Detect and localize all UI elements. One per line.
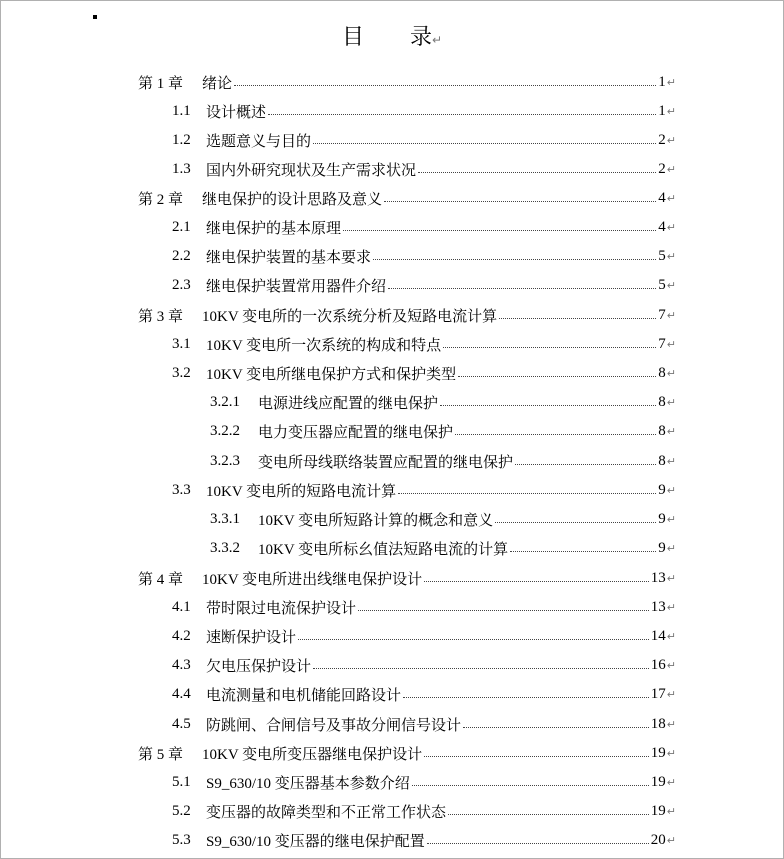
toc-leader <box>448 813 649 815</box>
paragraph-mark-icon: ↵ <box>666 513 676 526</box>
paragraph-mark-icon: ↵ <box>666 309 676 322</box>
toc-page: 13 <box>650 599 666 615</box>
toc-number: 2.2 <box>172 248 191 264</box>
paragraph-mark-icon: ↵ <box>666 805 676 818</box>
toc-entry[interactable] <box>210 417 676 446</box>
toc-entry[interactable] <box>172 242 676 271</box>
toc-text: 10KV 变电所短路计算的概念和意义 <box>258 513 494 529</box>
toc-number: 5.1 <box>172 774 191 790</box>
toc-text: 10KV 变电所进出线继电保护设计 <box>202 572 423 588</box>
paragraph-mark-icon: ↵ <box>666 484 676 497</box>
paragraph-mark-icon: ↵ <box>666 76 676 89</box>
toc-leader <box>443 346 656 348</box>
toc-page: 1 <box>658 74 666 90</box>
toc-entry[interactable] <box>138 301 676 330</box>
toc-number: 4.3 <box>172 657 191 673</box>
toc-leader <box>495 521 656 523</box>
toc-entry[interactable] <box>138 68 676 97</box>
toc-leader <box>234 84 656 86</box>
toc-text: 10KV 变电所的短路电流计算 <box>206 484 397 500</box>
toc-entry[interactable] <box>172 680 676 709</box>
toc-number: 3.3.1 <box>210 511 240 527</box>
toc-page: 2 <box>658 132 666 148</box>
toc-page: 18 <box>650 716 666 732</box>
toc-leader <box>313 667 649 669</box>
toc-number: 3.2.2 <box>210 423 240 439</box>
paragraph-mark-icon: ↵ <box>666 221 676 234</box>
toc-number: 4.2 <box>172 628 191 644</box>
toc-number: 3.2.1 <box>210 394 240 410</box>
toc-leader <box>268 113 656 115</box>
toc-number: 1.1 <box>172 103 191 119</box>
toc-page: 19 <box>650 745 666 761</box>
toc-leader <box>298 638 649 640</box>
paragraph-mark-icon: ↵ <box>666 338 676 351</box>
paragraph-mark-icon: ↵ <box>666 105 676 118</box>
title-char-1: 目 <box>341 24 364 49</box>
toc-entry[interactable] <box>172 826 676 855</box>
toc-page: 16 <box>650 657 666 673</box>
toc-page: 13 <box>650 570 666 586</box>
toc-entry[interactable] <box>172 213 676 242</box>
toc-page: 2 <box>658 161 666 177</box>
toc-number: 3.2.3 <box>210 453 240 469</box>
toc-number: 4.1 <box>172 599 191 615</box>
toc-leader <box>412 784 649 786</box>
toc-entry[interactable] <box>172 768 676 797</box>
toc-entry[interactable] <box>172 797 676 826</box>
toc-page: 8 <box>658 453 666 469</box>
toc-page: 14 <box>650 628 666 644</box>
toc-page: 5 <box>658 277 666 293</box>
toc-text: 10KV 变电所的一次系统分析及短路电流计算 <box>202 309 498 325</box>
toc-leader <box>499 317 656 319</box>
paragraph-mark-icon: ↵ <box>666 572 676 585</box>
toc-text: 防跳闸、合闸信号及事故分闸信号设计 <box>206 718 462 734</box>
toc-text: 变压器的故障类型和不正常工作状态 <box>206 805 447 821</box>
toc-leader <box>510 550 656 552</box>
toc-text: 选题意义与目的 <box>206 134 312 150</box>
toc-entry[interactable] <box>210 388 676 417</box>
paragraph-mark-icon: ↵ <box>666 163 676 176</box>
toc-page: 8 <box>658 394 666 410</box>
toc-leader <box>424 755 649 757</box>
paragraph-mark-icon: ↵ <box>666 834 676 847</box>
toc-leader <box>403 696 649 698</box>
toc-entry[interactable] <box>172 622 676 651</box>
paragraph-mark-icon: ↵ <box>666 601 676 614</box>
toc-number: 2.3 <box>172 277 191 293</box>
toc-number: 5.2 <box>172 803 191 819</box>
toc-leader <box>358 609 649 611</box>
toc-text: 10KV 变电所标幺值法短路电流的计算 <box>258 542 509 558</box>
paragraph-mark-icon: ↵ <box>666 630 676 643</box>
toc-text: 10KV 变电所变压器继电保护设计 <box>202 747 423 763</box>
toc-entry[interactable] <box>172 710 676 739</box>
toc-entry[interactable] <box>172 651 676 680</box>
toc-page: 7 <box>658 336 666 352</box>
paragraph-mark-icon: ↵ <box>431 33 443 47</box>
toc-leader <box>313 142 656 144</box>
toc-leader <box>373 258 656 260</box>
toc-text: 继电保护的基本原理 <box>206 221 342 237</box>
toc-text: 绪论 <box>202 76 233 92</box>
toc-entry[interactable] <box>210 505 676 534</box>
toc-page: 7 <box>658 307 666 323</box>
toc-number: 3.3 <box>172 482 191 498</box>
toc-page: 19 <box>650 774 666 790</box>
toc-page: 20 <box>650 832 666 848</box>
toc-entry[interactable] <box>138 564 676 593</box>
toc-text: 继电保护的设计思路及意义 <box>202 192 383 208</box>
toc-number: 第 5 章 <box>138 747 184 763</box>
toc-leader <box>384 200 656 202</box>
toc-entry[interactable] <box>172 97 676 126</box>
toc-page: 8 <box>658 365 666 381</box>
toc-text: 电力变压器应配置的继电保护 <box>258 425 454 441</box>
toc-page: 19 <box>650 803 666 819</box>
toc-entry[interactable] <box>210 534 676 563</box>
toc-text: 国内外研究现状及生产需求状况 <box>206 163 417 179</box>
text-boundary-mark <box>93 15 97 19</box>
toc-entry[interactable] <box>172 476 676 505</box>
toc-entry[interactable] <box>172 330 676 359</box>
toc-page: 1 <box>658 103 666 119</box>
paragraph-mark-icon: ↵ <box>666 250 676 263</box>
paragraph-mark-icon: ↵ <box>666 279 676 292</box>
toc-text: 10KV 变电所继电保护方式和保护类型 <box>206 367 457 383</box>
toc-entry[interactable] <box>210 447 676 476</box>
toc-text: 继电保护装置的基本要求 <box>206 250 372 266</box>
toc-text: 速断保护设计 <box>206 630 297 646</box>
toc-entry[interactable] <box>138 739 676 768</box>
toc-number: 1.3 <box>172 161 191 177</box>
toc-entry[interactable] <box>138 184 676 213</box>
toc-page: 4 <box>658 219 666 235</box>
toc-text: S9_630/10 变压器的继电保护配置 <box>206 834 425 850</box>
paragraph-mark-icon: ↵ <box>666 718 676 731</box>
toc-number: 4.4 <box>172 686 191 702</box>
toc-number: 3.3.2 <box>210 540 240 556</box>
toc-number: 3.1 <box>172 336 191 352</box>
toc-leader <box>427 842 649 844</box>
paragraph-mark-icon: ↵ <box>666 192 676 205</box>
toc-entry[interactable] <box>172 593 676 622</box>
toc-page: 9 <box>658 511 666 527</box>
toc-text: 电流测量和电机储能回路设计 <box>206 688 402 704</box>
paragraph-mark-icon: ↵ <box>666 367 676 380</box>
paragraph-mark-icon: ↵ <box>666 776 676 789</box>
toc-leader <box>388 287 656 289</box>
page-title <box>0 20 784 51</box>
toc-leader <box>424 580 649 582</box>
toc-leader <box>418 171 656 173</box>
toc-leader <box>398 492 656 494</box>
toc-text: 设计概述 <box>206 105 267 121</box>
toc-number: 第 4 章 <box>138 572 184 588</box>
toc-leader <box>458 375 656 377</box>
paragraph-mark-icon: ↵ <box>666 747 676 760</box>
toc-text: S9_630/10 变压器基本参数介绍 <box>206 776 410 792</box>
toc-leader <box>343 229 656 231</box>
paragraph-mark-icon: ↵ <box>666 542 676 555</box>
paragraph-mark-icon: ↵ <box>666 659 676 672</box>
toc-page: 5 <box>658 248 666 264</box>
toc-text: 带时限过电流保护设计 <box>206 601 357 617</box>
toc-leader <box>455 433 656 435</box>
toc-number: 5.3 <box>172 832 191 848</box>
toc-text: 继电保护装置常用器件介绍 <box>206 279 387 295</box>
toc-number: 4.5 <box>172 716 191 732</box>
paragraph-mark-icon: ↵ <box>666 396 676 409</box>
toc-entry[interactable] <box>172 155 676 184</box>
toc-number: 2.1 <box>172 219 191 235</box>
toc-number: 第 2 章 <box>138 192 184 208</box>
toc-entry[interactable] <box>172 359 676 388</box>
toc-number: 1.2 <box>172 132 191 148</box>
paragraph-mark-icon: ↵ <box>666 688 676 701</box>
toc-leader <box>463 726 649 728</box>
title-char-2: 录 <box>409 24 432 49</box>
toc-text: 电源进线应配置的继电保护 <box>258 396 439 412</box>
toc-text: 变电所母线联络装置应配置的继电保护 <box>258 455 514 471</box>
paragraph-mark-icon: ↵ <box>666 425 676 438</box>
toc-page: 9 <box>658 540 666 556</box>
paragraph-mark-icon: ↵ <box>666 455 676 468</box>
paragraph-mark-icon: ↵ <box>666 134 676 147</box>
toc-page: 4 <box>658 190 666 206</box>
toc-entry[interactable] <box>172 271 676 300</box>
toc-entry[interactable] <box>172 126 676 155</box>
toc-number: 第 1 章 <box>138 76 184 92</box>
toc-text: 10KV 变电所一次系统的构成和特点 <box>206 338 442 354</box>
toc-page: 8 <box>658 423 666 439</box>
toc-page: 17 <box>650 686 666 702</box>
toc-leader <box>440 404 656 406</box>
toc-page: 9 <box>658 482 666 498</box>
toc-number: 第 3 章 <box>138 309 184 325</box>
toc-text: 欠电压保护设计 <box>206 659 312 675</box>
toc-number: 3.2 <box>172 365 191 381</box>
toc-leader <box>515 463 656 465</box>
